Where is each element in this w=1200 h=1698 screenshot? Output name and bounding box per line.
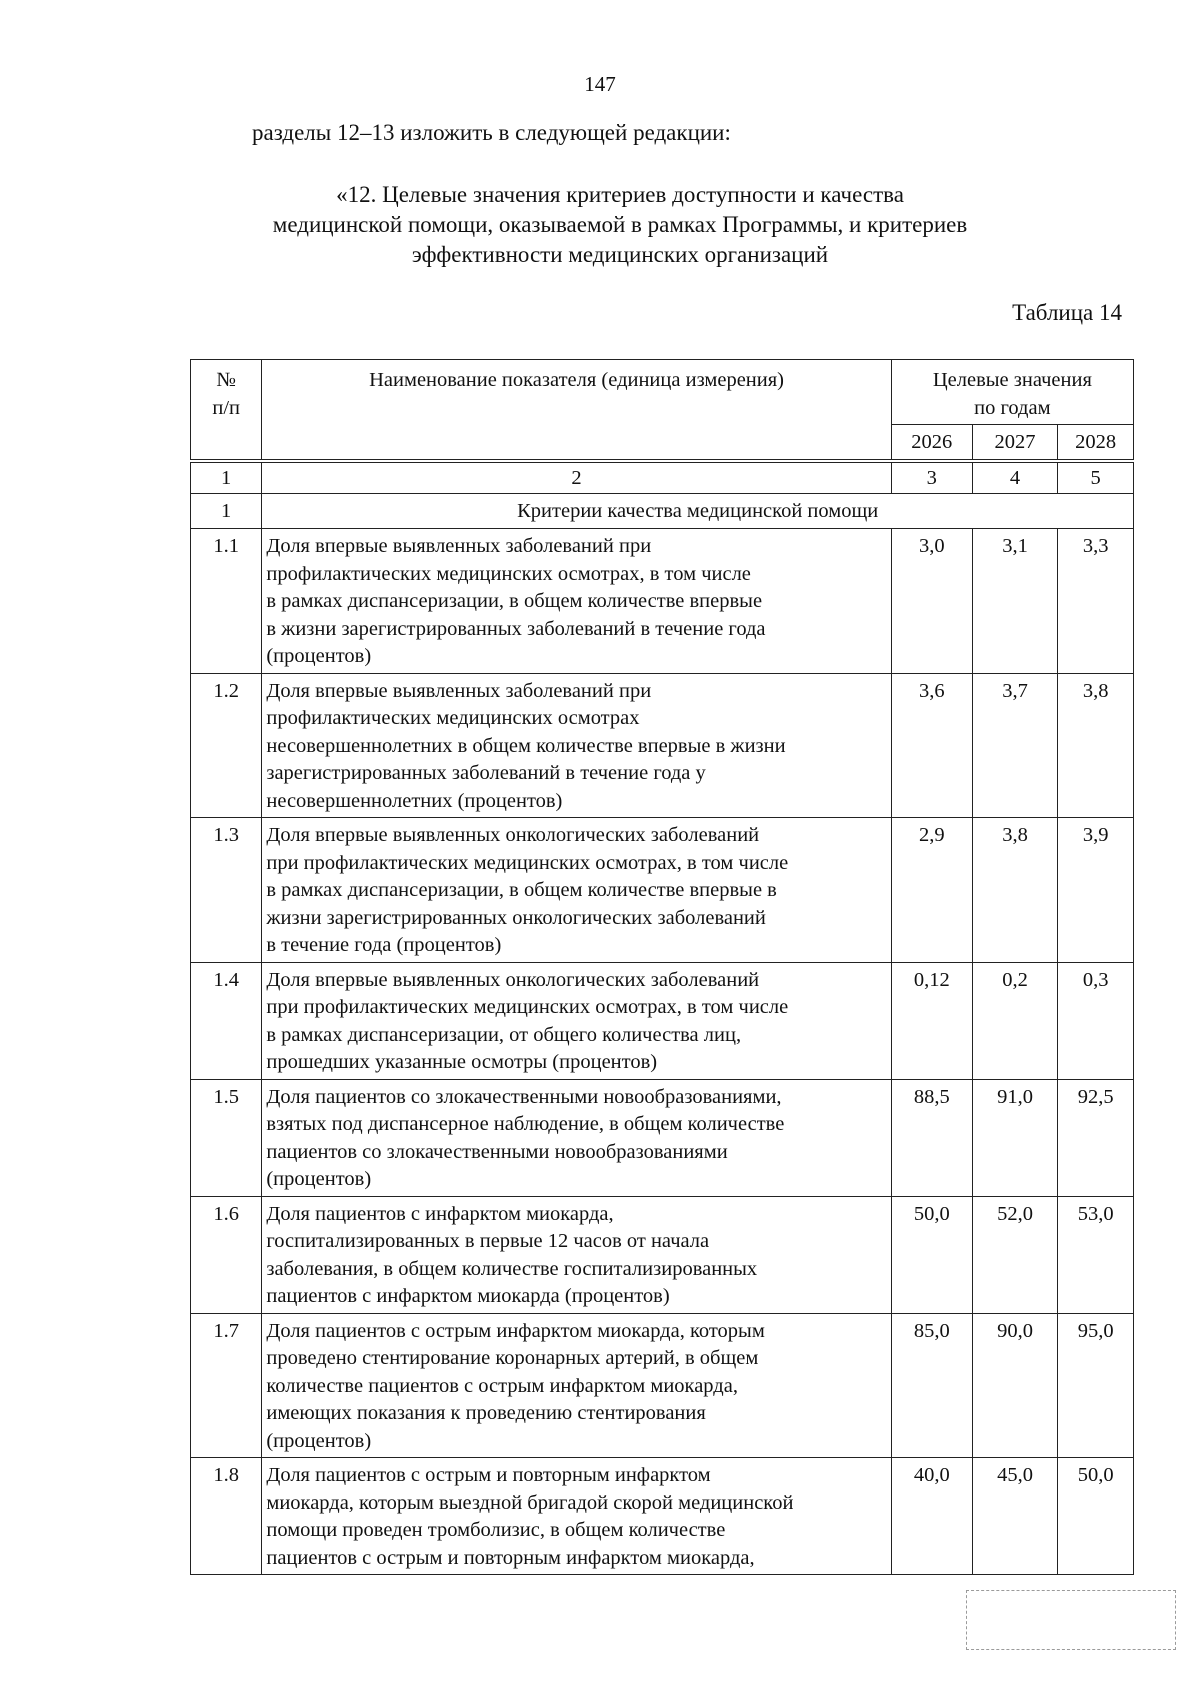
row-value-2027: 45,0 bbox=[972, 1458, 1057, 1575]
row-value-2028: 3,3 bbox=[1058, 529, 1134, 674]
registration-stamp bbox=[966, 1590, 1176, 1650]
table-row bbox=[191, 962, 1134, 1079]
row-value-2027: 3,1 bbox=[972, 529, 1057, 674]
column-numbers-row bbox=[191, 461, 1134, 494]
heading-line: «12. Целевые значения критериев доступности и качества bbox=[336, 182, 904, 207]
row-value-2028: 53,0 bbox=[1058, 1196, 1134, 1313]
row-name: Доля пациентов с острым и повторным инфарктом миокарда, которым выездной бригадой скорой медицинской помощи проведен тромболизис, в общем количестве пациентов с острым и повторным инфарктом миокарда, bbox=[262, 1458, 891, 1575]
heading-line: эффективности медицинских организаций bbox=[411, 242, 829, 267]
row-value-2026: 3,6 bbox=[891, 673, 972, 818]
row-value-2026: 3,0 bbox=[891, 529, 972, 674]
section-heading bbox=[200, 180, 1040, 270]
column-number: 3 bbox=[891, 461, 972, 494]
row-value-2026: 50,0 bbox=[891, 1196, 972, 1313]
row-value-2027: 91,0 bbox=[972, 1079, 1057, 1196]
row-name: Доля впервые выявленных онкологических заболеваний при профилактических медицинских осмотрах, в том числе в рамках диспансеризации, в общем количестве впервые в жизни зарегистрированных онкологических заболеваний в течение года (процентов) bbox=[262, 818, 891, 963]
row-value-2027: 52,0 bbox=[972, 1196, 1057, 1313]
table-header-row bbox=[191, 360, 1134, 425]
row-value-2027: 0,2 bbox=[972, 962, 1057, 1079]
table-row bbox=[191, 1313, 1134, 1458]
row-value-2028: 0,3 bbox=[1058, 962, 1134, 1079]
row-value-2026: 0,12 bbox=[891, 962, 972, 1079]
header-year: 2027 bbox=[972, 425, 1057, 462]
section-title: Критерии качества медицинской помощи bbox=[262, 494, 1134, 529]
row-value-2026: 2,9 bbox=[891, 818, 972, 963]
row-value-2026: 88,5 bbox=[891, 1079, 972, 1196]
row-value-2026: 40,0 bbox=[891, 1458, 972, 1575]
table-row bbox=[191, 1196, 1134, 1313]
row-number: 1.1 bbox=[191, 529, 262, 674]
table-row bbox=[191, 1458, 1134, 1575]
row-number: 1.4 bbox=[191, 962, 262, 1079]
row-name: Доля впервые выявленных онкологических заболеваний при профилактических медицинских осмотрах, в том числе в рамках диспансеризации, от общего количества лиц, прошедших указанные осмотры (процентов) bbox=[262, 962, 891, 1079]
row-name: Доля впервые выявленных заболеваний при профилактических медицинских осмотрах, в том числе в рамках диспансеризации, в общем количестве впервые в жизни зарегистрированных заболеваний в течение года (процентов) bbox=[262, 529, 891, 674]
row-value-2028: 3,9 bbox=[1058, 818, 1134, 963]
column-number: 4 bbox=[972, 461, 1057, 494]
row-value-2028: 95,0 bbox=[1058, 1313, 1134, 1458]
row-value-2026: 85,0 bbox=[891, 1313, 972, 1458]
row-number: 1.8 bbox=[191, 1458, 262, 1575]
row-name: Доля пациентов со злокачественными новообразованиями, взятых под диспансерное наблюдение, в общем количестве пациентов со злокачественными новообразованиями (процентов) bbox=[262, 1079, 891, 1196]
row-value-2028: 50,0 bbox=[1058, 1458, 1134, 1575]
row-number: 1.2 bbox=[191, 673, 262, 818]
row-number: 1.7 bbox=[191, 1313, 262, 1458]
row-value-2028: 3,8 bbox=[1058, 673, 1134, 818]
row-name: Доля пациентов с инфарктом миокарда, госпитализированных в первые 12 часов от начала заболевания, в общем количестве госпитализированных пациентов с инфарктом миокарда (процентов) bbox=[262, 1196, 891, 1313]
row-number: 1.5 bbox=[191, 1079, 262, 1196]
row-value-2027: 90,0 bbox=[972, 1313, 1057, 1458]
header-name: Наименование показателя (единица измерения) bbox=[262, 360, 891, 462]
row-value-2027: 3,7 bbox=[972, 673, 1057, 818]
header-targets: Целевые значения по годам bbox=[891, 360, 1133, 425]
heading-line: медицинской помощи, оказываемой в рамках Программы, и критериев bbox=[272, 212, 968, 237]
table-row bbox=[191, 1079, 1134, 1196]
intro-text: разделы 12–13 изложить в следующей редакции: bbox=[252, 120, 731, 145]
row-name: Доля впервые выявленных заболеваний при профилактических медицинских осмотрах несовершеннолетних в общем количестве впервые в жизни зарегистрированных заболеваний в течение года у несовершеннолетних (процентов) bbox=[262, 673, 891, 818]
section-row bbox=[191, 494, 1134, 529]
criteria-table bbox=[190, 359, 1134, 1575]
table-label: Таблица 14 bbox=[1012, 300, 1122, 325]
row-value-2028: 92,5 bbox=[1058, 1079, 1134, 1196]
header-number: № п/п bbox=[191, 360, 262, 462]
column-number: 1 bbox=[191, 461, 262, 494]
column-number: 5 bbox=[1058, 461, 1134, 494]
table-row bbox=[191, 529, 1134, 674]
page-number: 147 bbox=[584, 72, 616, 96]
row-number: 1.6 bbox=[191, 1196, 262, 1313]
header-year: 2028 bbox=[1058, 425, 1134, 462]
section-number: 1 bbox=[191, 494, 262, 529]
row-name: Доля пациентов с острым инфарктом миокарда, которым проведено стентирование коронарных артерий, в общем количестве пациентов с острым инфарктом миокарда, имеющих показания к проведению стентирования (процентов) bbox=[262, 1313, 891, 1458]
column-number: 2 bbox=[262, 461, 891, 494]
row-value-2027: 3,8 bbox=[972, 818, 1057, 963]
row-number: 1.3 bbox=[191, 818, 262, 963]
header-year: 2026 bbox=[891, 425, 972, 462]
table-row bbox=[191, 673, 1134, 818]
table-row bbox=[191, 818, 1134, 963]
